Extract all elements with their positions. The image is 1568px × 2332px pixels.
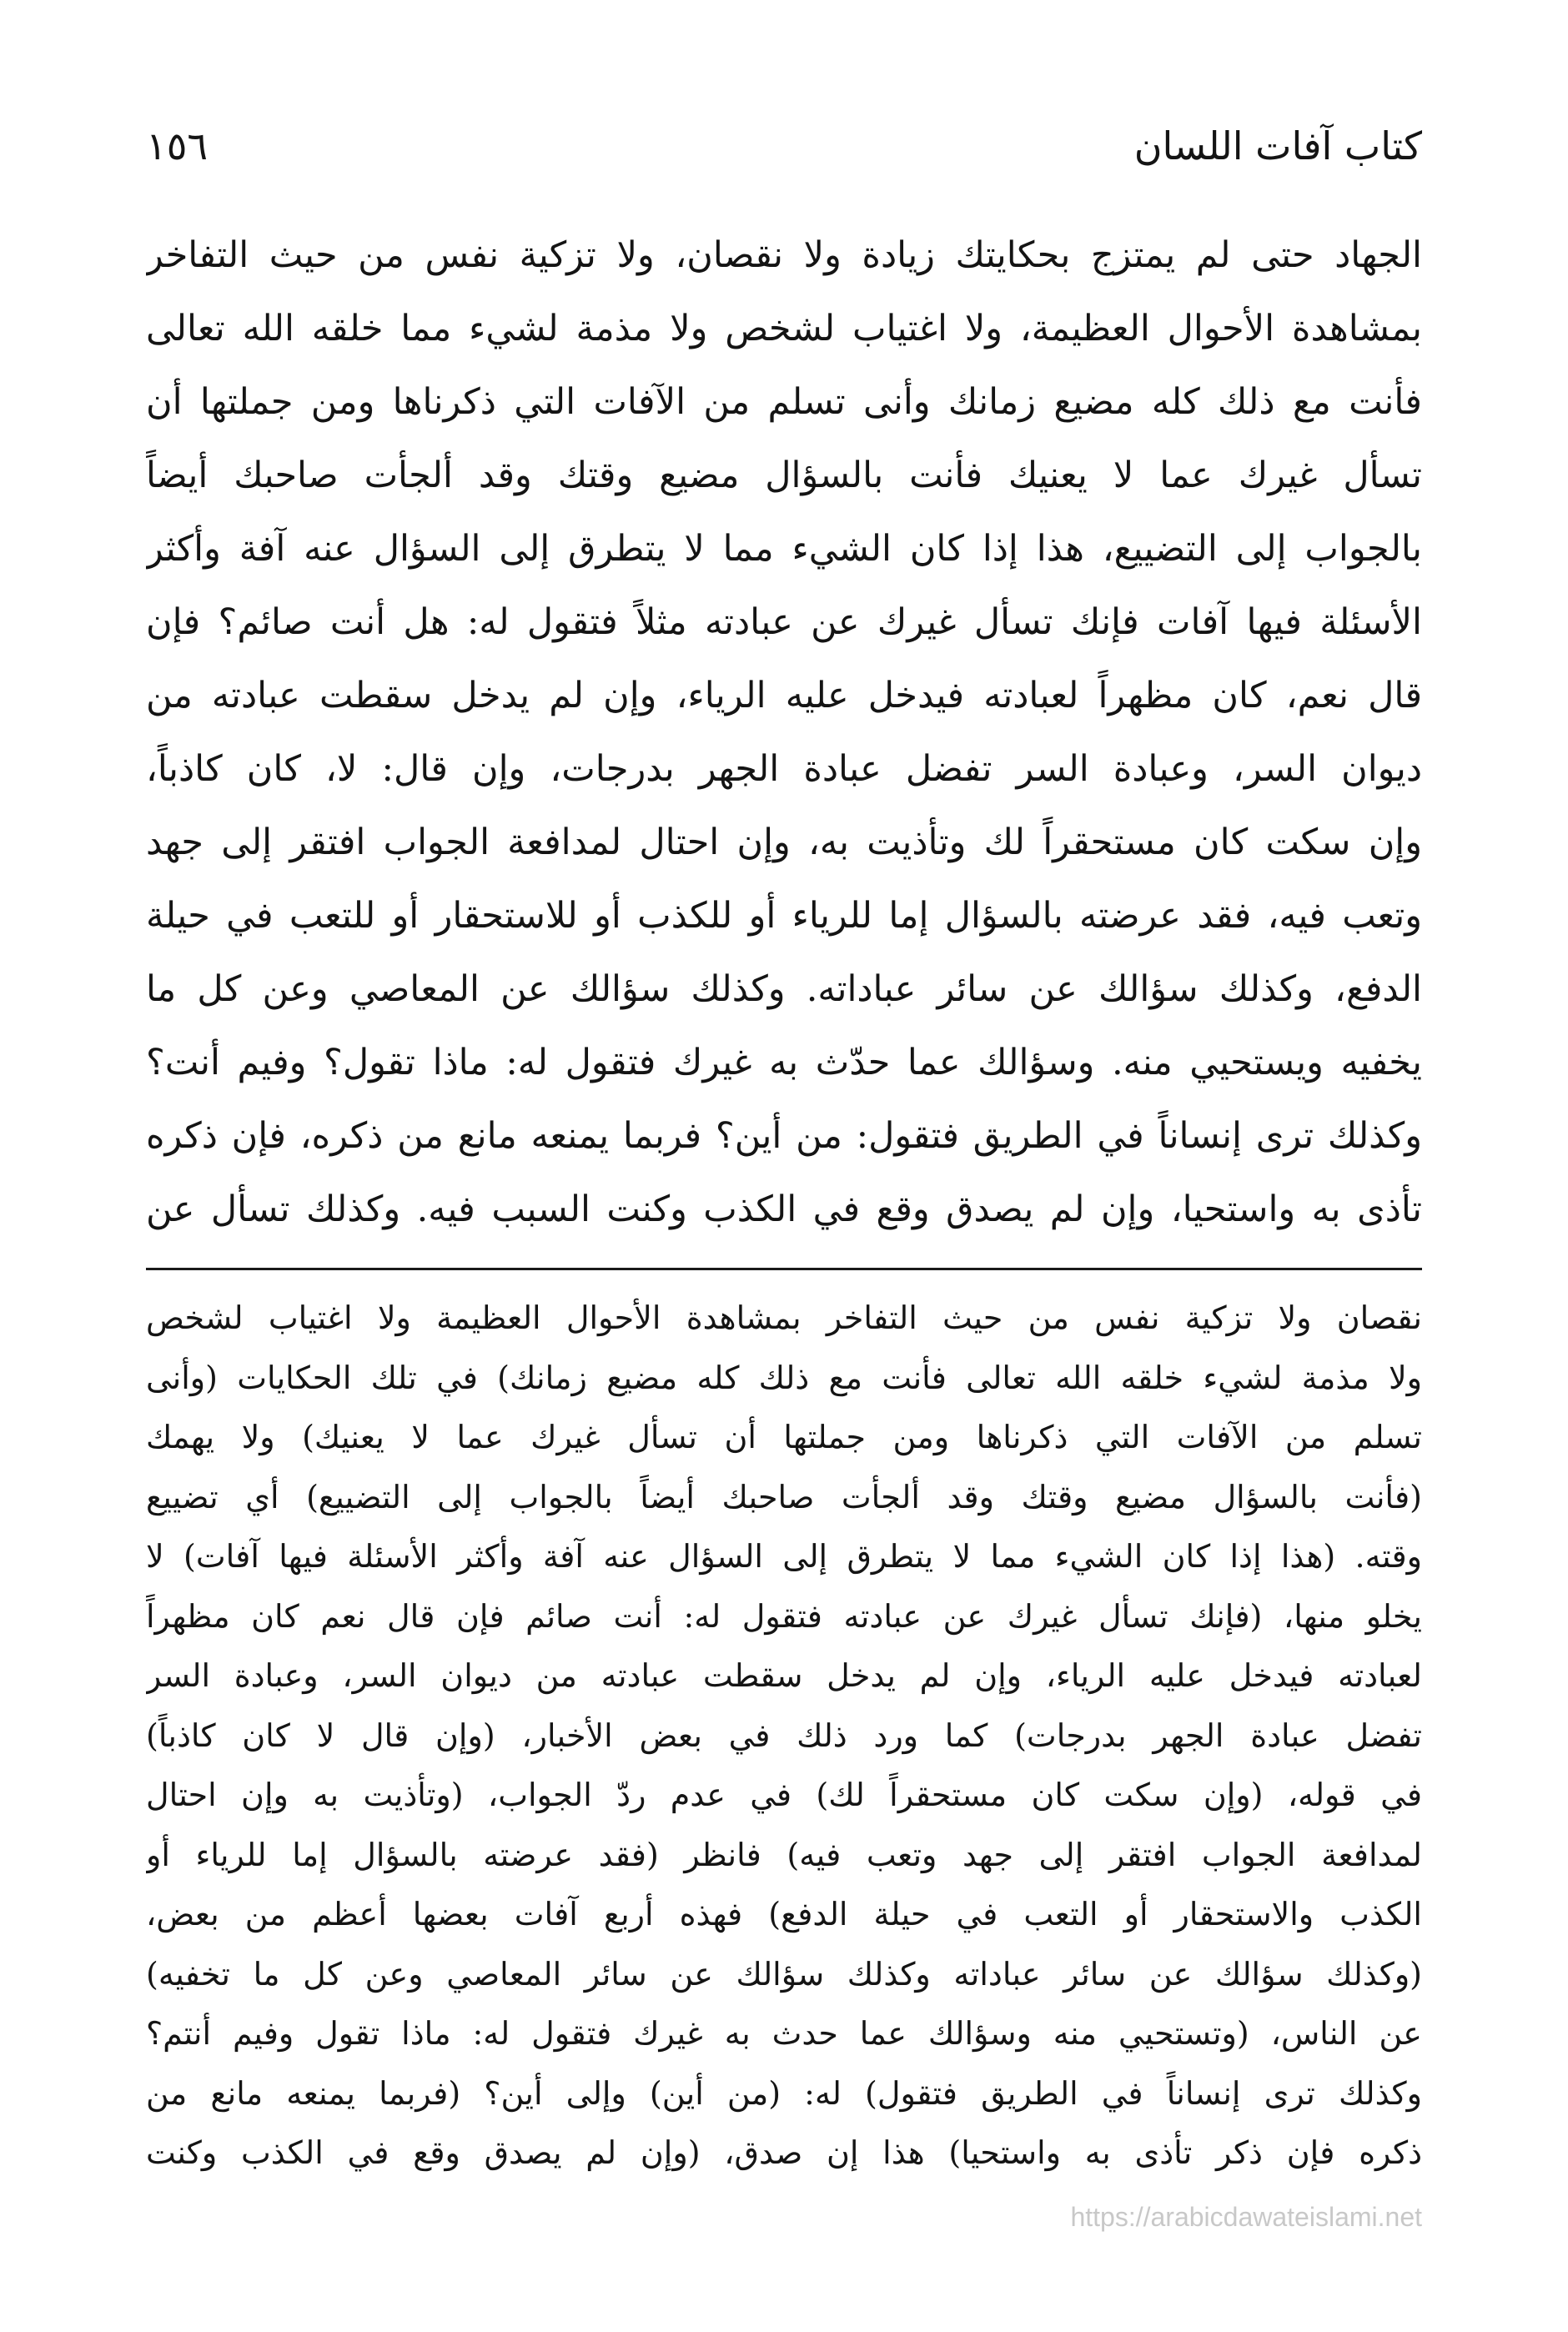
- main-text-line: فأنت مع ذلك كله مضيع زمانك وأنى تسلم من الآفات التي ذكرناها ومن جملتها أن: [146, 381, 1422, 423]
- commentary-line: يخلو منها، (فإنك تسأل غيرك عن عبادته فتقول له: أنت صائم فإن قال نعم كان مظهراً: [146, 1597, 1422, 1635]
- commentary-line: تسلم من الآفات التي ذكرناها ومن جملتها أن تسأل غيرك عما لا يعنيك) ولا يهمك: [146, 1419, 1422, 1455]
- main-text-line: ديوان السر، وعبادة السر تفضل عبادة الجهر بدرجات، وإن قال: لا، كان كاذباً،: [146, 748, 1422, 790]
- watermark-url: https://arabicdawateislami.net: [1070, 2202, 1422, 2232]
- commentary-line: وقته. (هذا إذا كان الشيء مما لا يتطرق إلى السؤال عنه آفة وأكثر الأسئلة فيها آفات) لا: [146, 1538, 1422, 1575]
- commentary-line: لمدافعة الجواب افتقر إلى جهد وتعب فيه) فانظر (فقد عرضته بالسؤال إما للرياء أو: [146, 1836, 1422, 1873]
- commentary-line: لعبادته فيدخل عليه الرياء، وإن لم يدخل سقطت عبادته من ديوان السر، وعبادة السر: [146, 1657, 1422, 1694]
- commentary-text: [146, 1289, 1422, 2184]
- commentary-line: وكذلك ترى إنساناً في الطريق فتقول) له: (من أين) وإلى أين؟ (فربما يمنعه مانع من: [146, 2074, 1422, 2112]
- main-text-line: الدفع، وكذلك سؤالك عن سائر عباداته. وكذلك سؤالك عن المعاصي وعن كل ما: [146, 968, 1422, 1010]
- main-text-line: يخفيه ويستحيي منه. وسؤالك عما حدّث به غيرك فتقول له: ماذا تقول؟ وفيم أنت؟: [146, 1042, 1422, 1083]
- commentary-line: ذكره فإن ذكر تأذى به واستحيا) هذا إن صدق، (وإن لم يصدق وقع في الكذب وكنت: [146, 2134, 1422, 2171]
- main-text-line: وإن سكت كان مستحقراً لك وتأذيت به، وإن احتال لمدافعة الجواب افتقر إلى جهد: [146, 822, 1422, 863]
- commentary-line: في قوله، (وإن سكت كان مستحقراً لك) في عدم ردّ الجواب، (وتأذيت به وإن احتال: [146, 1777, 1422, 1813]
- main-text-line: الجهاد حتى لم يمتزج بحكايتك زيادة ولا نقصان، ولا تزكية نفس من حيث التفاخر: [146, 234, 1422, 276]
- main-text-line: الأسئلة فيها آفات فإنك تسأل غيرك عن عبادته مثلاً فتقول له: هل أنت صائم؟ فإن: [146, 601, 1422, 643]
- commentary-line: (فأنت بالسؤال مضيع وقتك وقد ألجأت صاحبك أيضاً بالجواب إلى التضييع) أي تضييع: [146, 1478, 1422, 1515]
- main-text-line: وتعب فيه، فقد عرضته بالسؤال إما للرياء أو للكذب أو للاستحقار أو للتعب في حيلة: [146, 895, 1422, 937]
- commentary-line: تفضل عبادة الجهر بدرجات) كما ورد ذلك في بعض الأخبار، (وإن قال لا كان كاذباً): [146, 1716, 1422, 1754]
- main-text-line: وكذلك ترى إنساناً في الطريق فتقول: من أين؟ فربما يمنعه مانع من ذكره، فإن ذكره: [146, 1115, 1422, 1157]
- page-header: [146, 117, 1422, 175]
- main-text-line: تأذى به واستحيا، وإن لم يصدق وقع في الكذب وكنت السبب فيه. وكذلك تسأل عن: [146, 1189, 1422, 1230]
- commentary-line: ولا مذمة لشيء خلقه الله تعالى فأنت مع ذلك كله مضيع زمانك) في تلك الحكايات (وأنى: [146, 1359, 1422, 1396]
- main-text-line: بمشاهدة الأحوال العظيمة، ولا اغتياب لشخص ولا مذمة لشيء مما خلقه الله تعالى: [146, 308, 1422, 349]
- main-text-line: قال نعم، كان مظهراً لعبادته فيدخل عليه الرياء، وإن لم يدخل سقطت عبادته من: [146, 675, 1422, 716]
- section-divider: [146, 1268, 1422, 1270]
- commentary-line: الكذب والاستحقار أو التعب في حيلة الدفع) فهذه أربع آفات بعضها أعظم من بعض،: [146, 1896, 1422, 1932]
- main-text-line: تسأل غيرك عما لا يعنيك فأنت بالسؤال مضيع وقتك وقد ألجأت صاحبك أيضاً: [146, 455, 1422, 496]
- main-text: [146, 219, 1422, 1246]
- page-number: ١٥٦: [146, 123, 209, 168]
- main-text-line: بالجواب إلى التضييع، هذا إذا كان الشيء مما لا يتطرق إلى السؤال عنه آفة وأكثر: [146, 528, 1422, 570]
- commentary-line: عن الناس، (وتستحيي منه وسؤالك عما حدث به غيرك فتقول له: ماذا تقول وفيم أنتم؟: [146, 2015, 1422, 2052]
- running-title: كتاب آفات اللسان: [1133, 123, 1422, 168]
- commentary-line: (وكذلك سؤالك عن سائر عباداته وكذلك سؤالك عن سائر المعاصي وعن كل ما تخفيه): [146, 1955, 1422, 1993]
- commentary-line: نقصان ولا تزكية نفس من حيث التفاخر بمشاهدة الأحوال العظيمة ولا اغتياب لشخص: [146, 1299, 1422, 1336]
